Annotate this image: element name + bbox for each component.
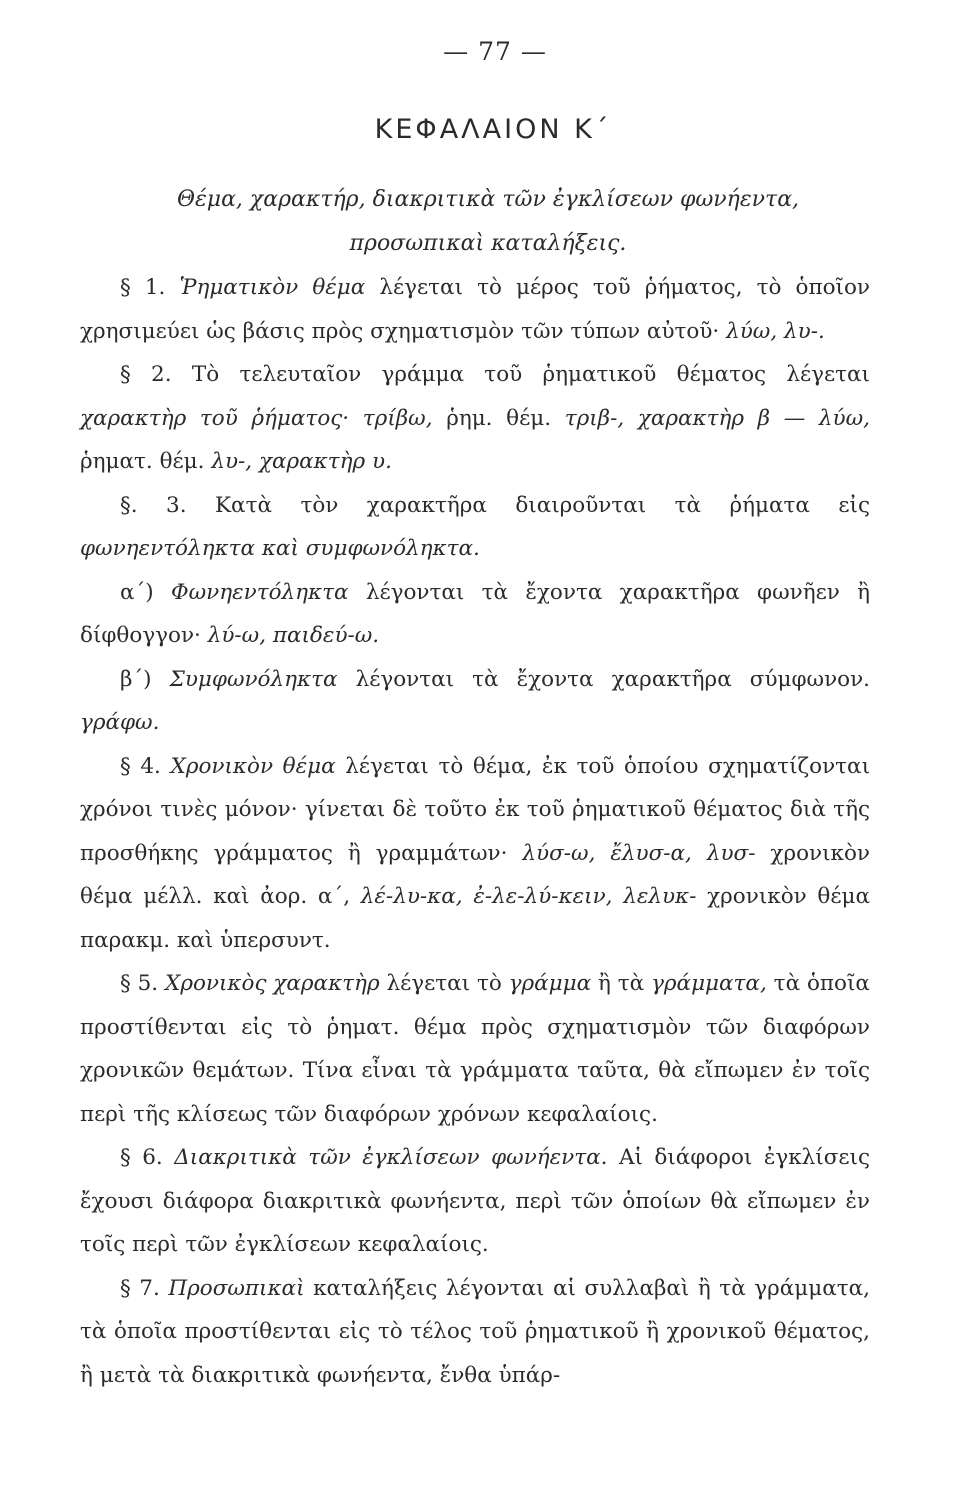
example: λέ-λυ-κα, ἐ-λε-λύ-κειν, λελυκ-: [360, 884, 697, 909]
term: Προσωπικαὶ: [168, 1275, 305, 1301]
section-marker: § 1.: [120, 275, 166, 300]
term: Φωνηεντόληκτα: [170, 579, 349, 605]
paragraph-text: Αἱ διάφοροι ἐγκλίσεις ἔχουσι διάφορα διακριτικὰ φωνήεντα, περὶ τῶν ὁποίων θὰ εἴπωμεν ἐν τοῖς περὶ τῶν ἐγκλίσεων κεφαλαίοις.: [80, 1145, 870, 1257]
chapter-subtitle: [80, 178, 870, 266]
subsection-marker: β΄): [120, 666, 152, 692]
paragraph-2: [80, 353, 870, 484]
paragraph-1: [80, 266, 870, 353]
term: φωνηεντόληκτα καὶ συμφωνόληκτα.: [80, 536, 480, 561]
chapter-title: ΚΕΦΑΛΑΙΟΝ Κ΄: [374, 114, 612, 145]
paragraph-text: λέγονται τὰ ἔχοντα χαρακτῆρα σύμφωνον.: [355, 666, 870, 692]
paragraph-4: [80, 745, 870, 963]
paragraph-text: χρονικὸν θέμα μέλλ. καὶ ἀορ. α΄,: [80, 840, 870, 909]
paragraph-6: [80, 1136, 870, 1267]
section-marker: § 6.: [120, 1145, 163, 1170]
section-marker: § 7.: [120, 1275, 160, 1301]
paragraph-5: [80, 962, 870, 1136]
page-number: — 77 —: [443, 37, 547, 66]
example: γράφω.: [80, 710, 160, 735]
paragraph-7: [80, 1267, 870, 1398]
example: γράμματα,: [651, 971, 767, 996]
term: Χρονικὸν θέμα: [170, 753, 336, 779]
term: Χρονικὸς χαρακτὴρ: [165, 971, 380, 996]
section-marker: §. 3.: [120, 492, 187, 518]
example: γράμμα: [508, 971, 592, 996]
paragraph-text: καταλήξεις λέγονται αἱ συλλαβαὶ ἢ τὰ γράμματα, τὰ ὁποῖα προστίθενται εἰς τὸ τέλος τοῦ ῥηματικοῦ ἢ χρονικοῦ θέματος, ἢ μετὰ τὰ διακριτικὰ φωνήεντα, ἔνθα ὑπάρ-: [80, 1275, 870, 1388]
paragraph-text: Κατὰ τὸν χαρακτῆρα διαιροῦνται τὰ ῥήματα εἰς: [215, 492, 870, 518]
term: χαρακτὴρ τοῦ ῥήματος·: [80, 405, 350, 431]
paragraph-3: [80, 484, 870, 571]
section-marker: § 2.: [120, 362, 172, 387]
example: τρίβω,: [362, 405, 433, 431]
paragraph-text: χρονικὸν θέμα παρακμ. καὶ ὑπερσυντ.: [80, 884, 870, 953]
document-page: [80, 30, 870, 1397]
chapter-subtitle-line2: προσωπικαὶ καταλήξεις.: [349, 231, 627, 256]
example: λύ-ω, παιδεύ-ω.: [207, 623, 380, 648]
section-marker: § 5.: [120, 971, 159, 996]
paragraph-text: τὰ ὁποῖα προστίθενται εἰς τὸ ῥηματ. θέμα πρὸς σχηματισμὸν τῶν διαφόρων χρονικῶν θεμάτων. Τίνα εἶναι τὰ γράμματα ταῦτα, θὰ εἴπωμεν ἐν τοῖς περὶ τῆς κλίσεως τῶν διαφόρων χρόνων κεφαλαίοις.: [80, 971, 870, 1127]
paragraph-3b: [80, 658, 870, 745]
paragraph-text: λέγονται τὰ ἔχοντα χαρακτῆρα φωνῆεν ἢ δίφθογγον·: [80, 579, 870, 648]
paragraph-3a: [80, 571, 870, 658]
term: Ῥηματικὸν θέμα: [179, 275, 366, 300]
paragraph-text: λέγεται τὸ: [386, 971, 502, 996]
paragraph-text: Τὸ τελευταῖον γράμμα τοῦ ῥηματικοῦ θέματος λέγεται: [191, 362, 870, 387]
paragraph-text: λέγεται τὸ θέμα, ἐκ τοῦ ὁποίου σχηματίζονται χρόνοι τινὲς μόνον· γίνεται δὲ τοῦτο ἐκ τοῦ ῥηματικοῦ θέματος διὰ τῆς προσθήκης γράμματος ἢ γραμμάτων·: [80, 753, 871, 866]
paragraph-text: λέγεται τὸ μέρος τοῦ ῥήματος, τὸ ὁποῖον χρησιμεύει ὡς βάσις πρὸς σχηματισμὸν τῶν τύπων αὐτοῦ·: [80, 275, 870, 344]
chapter-subtitle-line1: Θέμα, χαρακτήρ, διακριτικὰ τῶν ἐγκλίσεων φωνήεντα,: [176, 187, 800, 212]
subsection-marker: α΄): [120, 579, 154, 605]
paragraph-text: ῥημ. θέμ.: [446, 405, 552, 431]
example: λυ-, χαρακτὴρ υ.: [211, 449, 392, 474]
paragraph-text: ῥηματ. θέμ.: [80, 449, 205, 474]
example: λύσ-ω, ἔλυσ-α, λυσ-: [522, 840, 756, 866]
example: λύω, λυ-.: [726, 318, 825, 344]
section-marker: § 4.: [120, 753, 161, 779]
term: Διακριτικὰ τῶν ἐγκλίσεων φωνήεντα.: [174, 1145, 608, 1170]
term: Συμφωνόληκτα: [169, 666, 338, 692]
paragraph-text: ἢ τὰ: [598, 971, 645, 996]
example: τριβ-, χαρακτὴρ β — λύω,: [564, 405, 870, 431]
